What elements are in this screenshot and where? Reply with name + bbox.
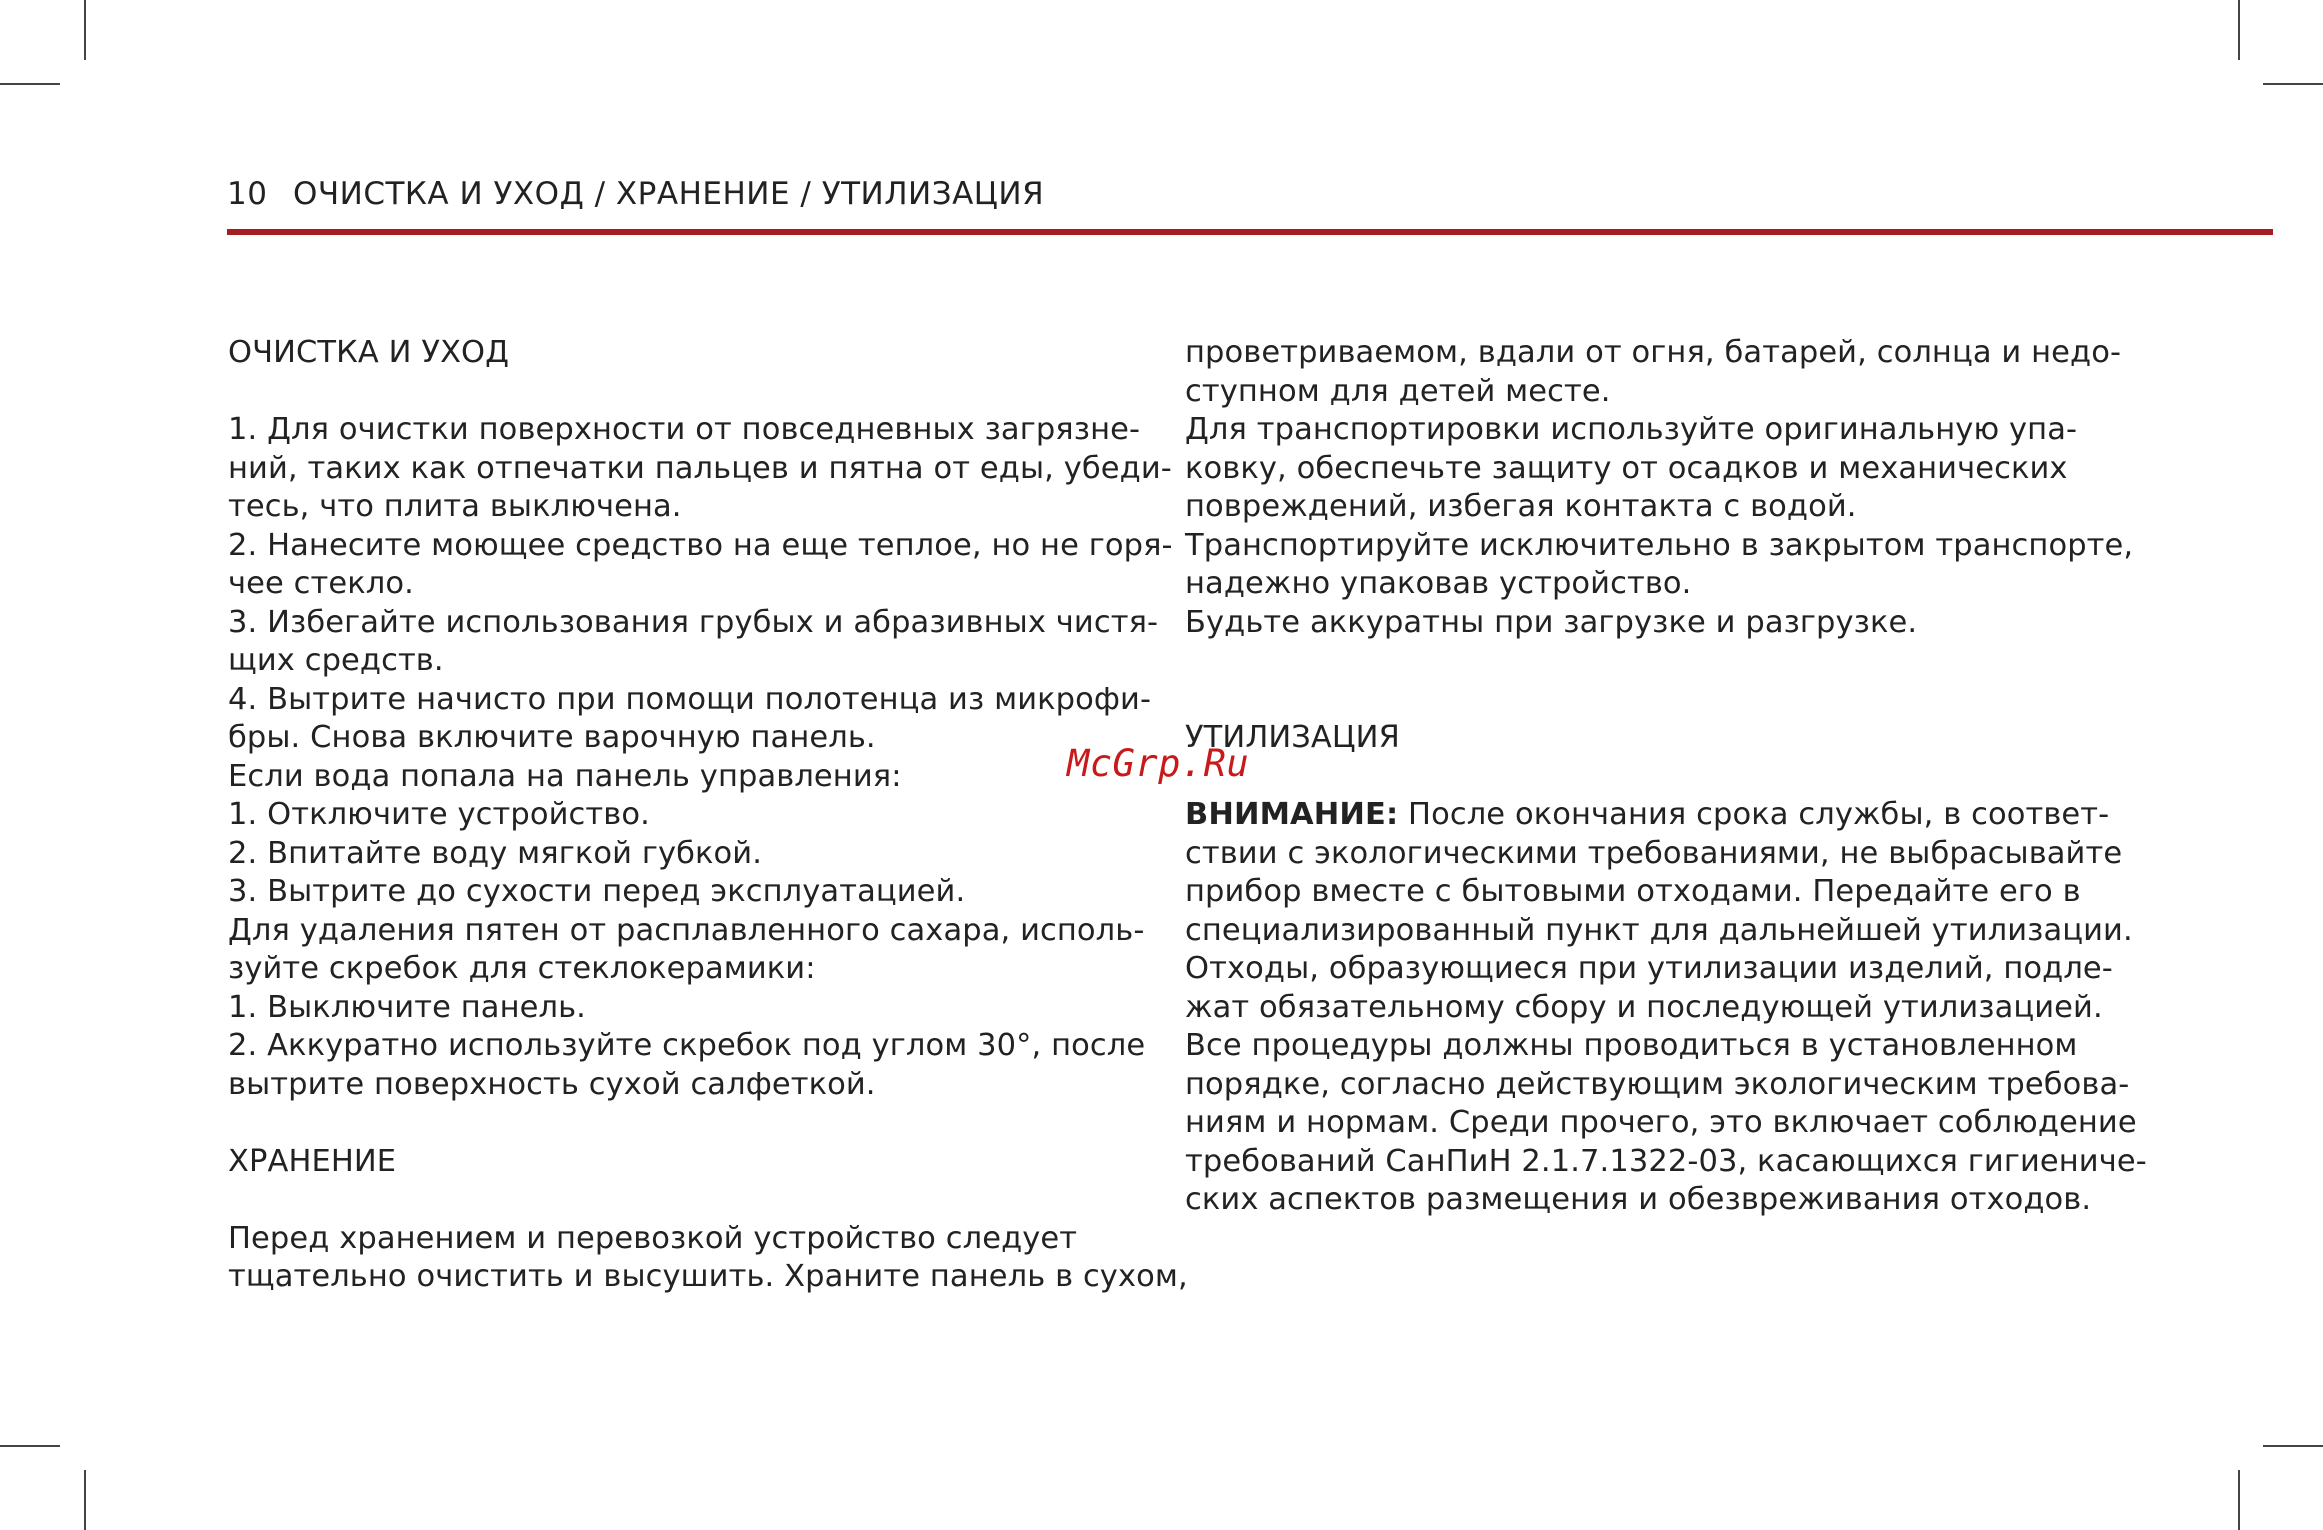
crop-mark-top-right-horizontal	[2263, 83, 2323, 85]
crop-mark-top-left-vertical	[84, 0, 86, 60]
cleaning-line: 1. Для очистки поверхности от повседневных загрязне-	[228, 412, 1141, 447]
disposal-line: требований СанПиН 2.1.7.1322-03, касающихся гигиениче-	[1185, 1143, 2147, 1179]
disposal-line: Все процедуры должны проводиться в установленном	[1185, 1028, 2078, 1063]
storage-line: ковку, обеспечьте защиту от осадков и механических	[1185, 450, 2068, 486]
disposal-line: прибор вместе с бытовыми отходами. Передайте его в	[1185, 874, 2081, 909]
disposal-line: жат обязательному сбору и последующей утилизацией.	[1185, 989, 2103, 1025]
cleaning-line: 2. Аккуратно используйте скребок под углом 30°, после	[228, 1028, 1146, 1063]
cleaning-line: Для удаления пятен от расплавленного сахара, исполь-	[228, 912, 1145, 948]
crop-mark-bottom-right-vertical	[2238, 1470, 2240, 1530]
storage-line: Транспортируйте исключительно в закрытом транспорте,	[1185, 527, 2134, 563]
storage-line: тщательно очистить и высушить. Храните панель в сухом,	[228, 1259, 1188, 1294]
cleaning-line: Если вода попала на панель управления:	[228, 758, 902, 794]
cleaning-line: щих средств.	[228, 643, 444, 678]
storage-line: повреждений, избегая контакта с водой.	[1185, 489, 1857, 524]
disposal-line: ствии с экологическими требованиями, не выбрасывайте	[1185, 835, 2123, 871]
cleaning-line: 2. Нанесите моющее средство на еще теплое, но не горя-	[228, 527, 1173, 563]
section-path: ОЧИСТКА И УХОД / ХРАНЕНИЕ / УТИЛИЗАЦИЯ	[293, 176, 1045, 212]
cleaning-line: тесь, что плита выключена.	[228, 489, 682, 524]
disposal-heading: УТИЛИЗАЦИЯ	[1185, 720, 1400, 755]
right-column	[1185, 334, 2147, 1220]
cleaning-heading: ОЧИСТКА И УХОД	[228, 335, 510, 370]
crop-mark-top-right-vertical	[2238, 0, 2240, 60]
disposal-line: ских аспектов размещения и обезвреживания отходов.	[1185, 1182, 2092, 1217]
storage-line: Перед хранением и перевозкой устройство следует	[228, 1220, 1078, 1256]
page-header	[227, 172, 2273, 222]
watermark-text: McGrp.Ru	[1067, 742, 1250, 785]
storage-line: проветриваемом, вдали от огня, батарей, солнца и недо-	[1185, 335, 2122, 370]
warning-label: ВНИМАНИЕ:	[1185, 797, 1399, 832]
cleaning-line: 3. Вытрите до сухости перед эксплуатацией.	[228, 874, 966, 909]
storage-line: ступном для детей месте.	[1185, 373, 1611, 409]
cleaning-line: ний, таких как отпечатки пальцев и пятна от еды, убеди-	[228, 450, 1172, 486]
cleaning-line: бры. Снова включите варочную панель.	[228, 720, 876, 755]
cleaning-line: зуйте скребок для стеклокерамики:	[228, 951, 816, 986]
disposal-first-line-text: После окончания срока службы, в соответ-	[1398, 797, 2110, 832]
cleaning-line: 2. Впитайте воду мягкой губкой.	[228, 835, 763, 871]
cleaning-line: 1. Выключите панель.	[228, 989, 586, 1025]
disposal-first-line	[1185, 796, 2125, 835]
page-number: 10	[227, 176, 268, 212]
cleaning-line: 3. Избегайте использования грубых и абразивных чистя-	[228, 604, 1159, 640]
header-rule	[227, 229, 2273, 235]
crop-mark-top-left-horizontal	[0, 83, 60, 85]
disposal-line: порядке, согласно действующим экологическим требова-	[1185, 1066, 2130, 1102]
cleaning-line: вытрите поверхность сухой салфеткой.	[228, 1066, 876, 1102]
crop-mark-bottom-left-vertical	[84, 1470, 86, 1530]
cleaning-line: 4. Вытрите начисто при помощи полотенца из микрофи-	[228, 681, 1152, 717]
disposal-line: специализированный пункт для дальнейшей утилизации.	[1185, 912, 2133, 948]
disposal-line: ниям и нормам. Среди прочего, это включает соблюдение	[1185, 1105, 2137, 1140]
storage-line: Будьте аккуратны при загрузке и разгрузке.	[1185, 604, 1918, 640]
disposal-line: Отходы, образующиеся при утилизации изделий, подле-	[1185, 951, 2113, 986]
cleaning-line: 1. Отключите устройство.	[228, 797, 650, 832]
cleaning-line: чее стекло.	[228, 566, 414, 601]
crop-mark-bottom-right-horizontal	[2263, 1445, 2323, 1447]
storage-line: надежно упаковав устройство.	[1185, 566, 1692, 601]
crop-mark-bottom-left-horizontal	[0, 1445, 60, 1447]
storage-line: Для транспортировки используйте оригинальную упа-	[1185, 412, 2078, 447]
storage-heading: ХРАНЕНИЕ	[228, 1143, 397, 1179]
